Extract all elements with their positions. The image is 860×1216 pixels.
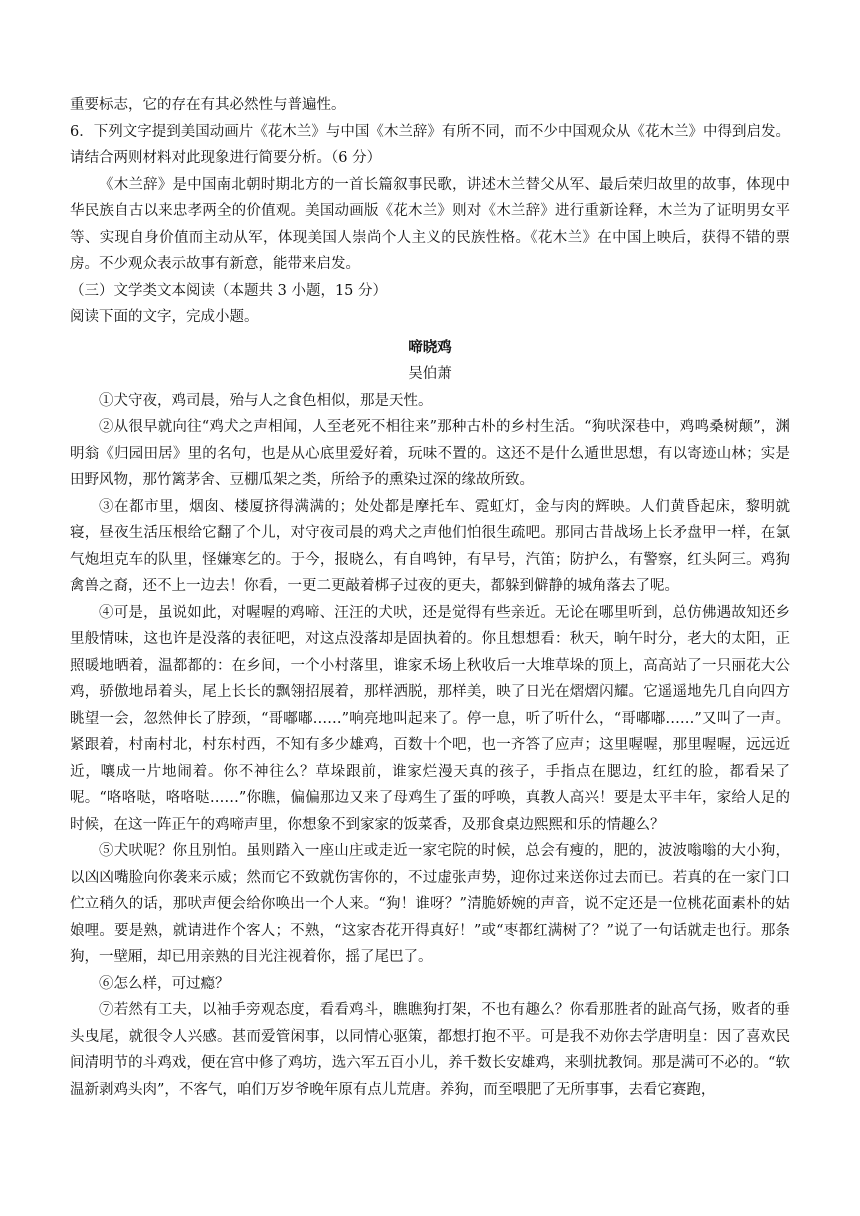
article-paragraph-1: ①犬守夜，鸡司晨，殆与人之食色相似，那是天性。 xyxy=(99,392,433,409)
article-paragraph-7: ⑦若然有工夫，以袖手旁观态度，看看鸡斗，瞧瞧狗打架，不也有趣么？你看那胜者的趾高气扬，败者的垂头曳尾，就很令人兴感。甚而爱管闲事，以同情心驱策，都想打抱不平。可是我不劝你去学唐明皇：因了喜欢民间清明节的斗鸡戏，便在宫中修了鸡坊，选六军五百小儿，养千数长安雄鸡，来驯扰教饲。那是满可不必的。“软温新剥鸡头肉”，不客气，咱们万岁爷晚年原有点儿荒唐。养狗，而至喂肥了无所事事，去看它赛跑， xyxy=(70,1002,790,1098)
question-6-prompt: 6．下列文字提到美国动画片《花木兰》与中国《木兰辞》有所不同，而不少中国观众从《花木兰》中得到启发。请结合两则材料对此现象进行简要分析。（6 分） xyxy=(70,123,790,166)
article-paragraph-3: ③在都市里，烟囱、楼厦挤得满满的；处处都是摩托车、霓虹灯，金与肉的辉映。人们黄昏起床，黎明就寝，昼夜生活压根给它翻了个儿，对守夜司晨的鸡犬之声他们怕很生疏吧。那同古昔战场上长矛盘甲一样，在氯气炮坦克车的队里，怪嫌寒乞的。于今，报晓么，有自鸣钟，有早号，汽笛；防护么，有警察，红头阿三。鸡狗禽兽之裔，还不上一边去！你看，一更二更敲着梆子过夜的更夫，都躲到僻静的城角落去了呢。 xyxy=(70,498,790,594)
article-title: 啼晓鸡 xyxy=(408,338,452,356)
article-paragraph-6: ⑥怎么样，可过瘾？ xyxy=(99,975,230,992)
article-author: 吴伯萧 xyxy=(408,366,452,382)
article-paragraph-4: ④可是，虽说如此，对喔喔的鸡啼、汪汪的犬吠，还是觉得有些亲近。无论在哪里听到，总仿佛遇故知还乡里般情味，这也许是没落的表征吧，对这点没落却是固执着的。你且想想看：秋天，晌午时分，老大的太阳，正照暖地晒着，温都都的：在乡间，一个小村落里，谁家禾场上秋收后一大堆草垛的顶上，高高站了一只丽花大公鸡，骄傲地昂着头，尾上长长的飘翎招展着，那样洒脱，那样美，映了日光在熠熠闪耀。它遥遥地先几自向四方眺望一会，忽然伸长了脖颈，“哥嘟嘟……”响亮地叫起来了。停一息，听了听什么，“哥嘟嘟……”又叫了一声。紧跟着，村南村北，村东村西，不知有多少雄鸡，百数十个吧，也一齐答了应声；这里喔喔，那里喔喔，远远近近，嚷成一片地闹着。你不神往么？草垛跟前，谁家烂漫天真的孩子，手指点在腮边，红红的脸，都看呆了呢。“咯咯哒，咯咯哒……”你瞧，偏偏那边又来了母鸡生了蛋的呼唤，真教人高兴！要是太平丰年，家给人足的时候，在这一阵正午的鸡啼声里，你想象不到家家的饭菜香，及那食桌边熙熙和乐的情趣么？ xyxy=(70,604,790,833)
section-3-instruction: 阅读下面的文字，完成小题。 xyxy=(70,309,259,325)
intro-line: 重要标志，它的存在有其必然性与普遍性。 xyxy=(70,97,346,113)
document-page xyxy=(70,92,790,1103)
section-3-heading: （三）文学类文本阅读（本题共 3 小题，15 分） xyxy=(70,282,388,299)
question-6-material: 《木兰辞》是中国南北朝时期北方的一首长篇叙事民歌，讲述木兰替父从军、最后荣归故里的故事，体现中华民族自古以来忠孝两全的价值观。美国动画版《花木兰》则对《木兰辞》进行重新诠释，木兰为了证明男女平等、实现自身价值而主动从军，体现美国人崇尚个人主义的民族性格。《花木兰》在中国上映后，获得不错的票房。不少观众表示故事有新意，能带来启发。 xyxy=(70,176,790,272)
article-paragraph-2: ②从很早就向往“鸡犬之声相闻，人至老死不相往来”那种古朴的乡村生活。“狗吠深巷中，鸡鸣桑树颠”，渊明翁《归园田居》里的名句，也是从心底里爱好着，玩味不置的。这还不是什么遁世思想，有以寄迹山林；实是田野风物，那竹篱茅舍、豆棚瓜架之类，所给予的熏染过深的缘故所致。 xyxy=(70,419,790,488)
article-paragraph-5: ⑤犬吠呢？你且别怕。虽则踏入一座山庄或走近一家宅院的时候，总会有瘦的，肥的，波波嗡嗡的大小狗，以凶凶嘴脸向你袭来示威；然而它不致就伤害你的，不过虚张声势，迎你过来送你过去而已。若真的在一家门口伫立稍久的话，那吠声便会给你唤出一个人来。“狗！谁呀？”清脆娇婉的声音，说不定还是一位桃花面素朴的姑娘哩。要是熟，就请进作个客人；不熟，“这家杏花开得真好！”或“枣都红满树了？”说了一句话就走也行。那条狗，一壁厢，却已用亲熟的目光注视着你，摇了尾巴了。 xyxy=(70,843,790,965)
